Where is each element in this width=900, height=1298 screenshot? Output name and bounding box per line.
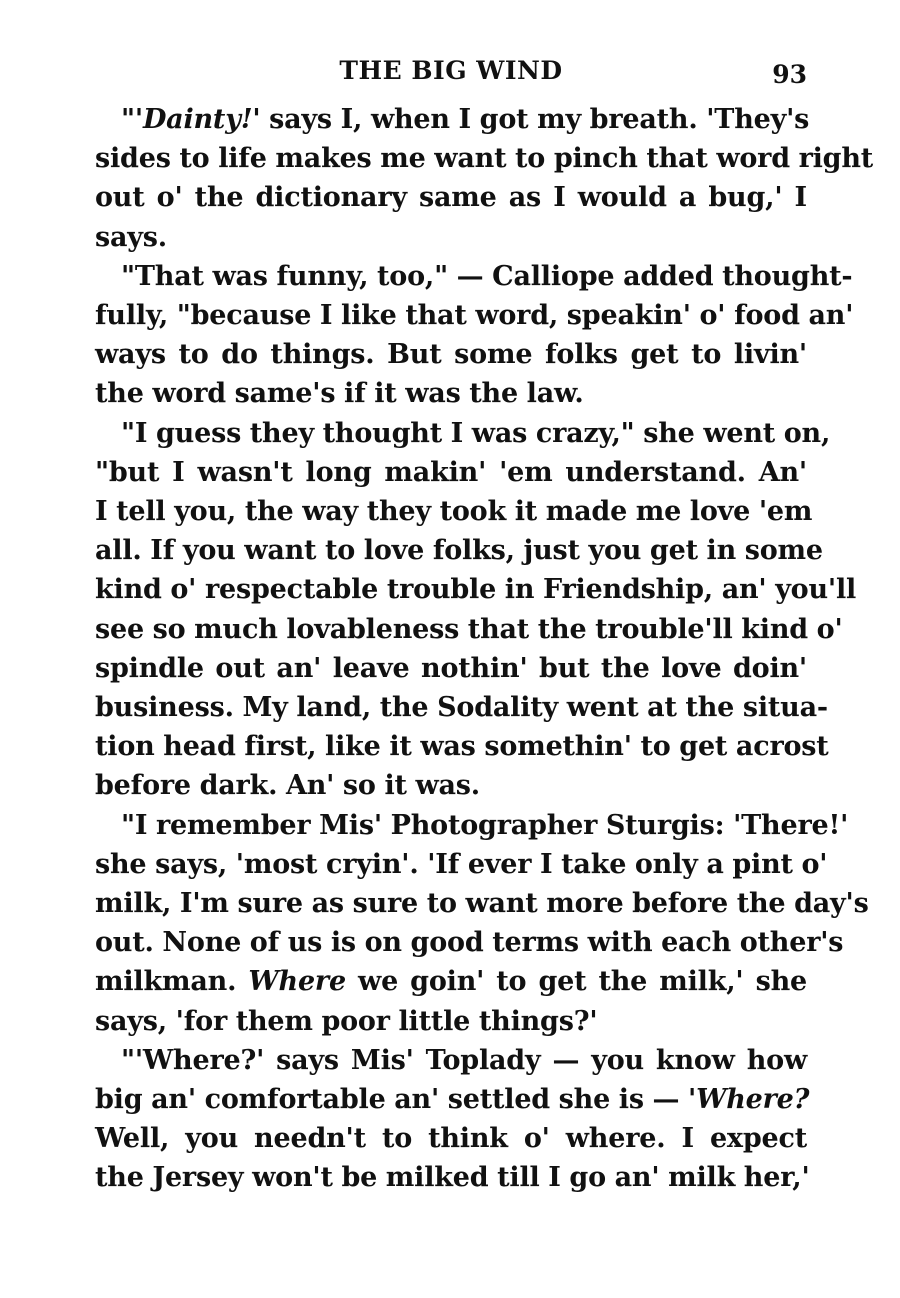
text-line: big an' comfortable an' settled she is — 'Where?: [95, 1084, 810, 1116]
text-line: "'Where?' says Mis' Toplady — you know how: [121, 1044, 807, 1076]
book-page: [95, 50, 874, 1198]
text-line: see so much lovableness that the trouble'll kind o': [95, 613, 843, 645]
text-line: milkman. Where we goin' to get the milk,' she: [95, 966, 808, 998]
text-line: "'Dainty!' says I, when I got my breath. 'They's: [121, 104, 810, 135]
running-head: [95, 50, 807, 100]
paragraph: [95, 806, 869, 1041]
running-title: THE BIG WIND: [339, 56, 563, 85]
text-line: before dark. An' so it was.: [95, 770, 481, 802]
text-line: out o' the dictionary same as I would a bug,' I: [95, 182, 807, 214]
text-line: says.: [95, 221, 167, 253]
paragraph: [95, 414, 857, 806]
text-line: tion head first, like it was somethin' to get acrost: [95, 731, 829, 763]
italic-text: Dainty!: [142, 104, 253, 135]
paragraph: [95, 1041, 810, 1198]
text-line: "That was funny, too," — Calliope added thought-: [121, 260, 853, 292]
text-line: the word same's if it was the law.: [95, 378, 584, 410]
page-number: 93: [772, 60, 807, 89]
text-line: all. If you want to love folks, just you get in some: [95, 535, 823, 567]
text-line: she says, 'most cryin'. 'If ever I take only a pint o': [95, 848, 828, 880]
text-line: ways to do things. But some folks get to livin': [95, 339, 807, 371]
text-line: says, 'for them poor little things?': [95, 1005, 598, 1037]
text-line: "but I wasn't long makin' 'em understand. An': [95, 456, 807, 488]
text-line: sides to life makes me want to pinch that word right: [95, 143, 874, 175]
text-line: business. My land, the Sodality went at the situa-: [95, 692, 828, 724]
italic-text: Where?: [696, 1084, 810, 1116]
text-line: milk, I'm sure as sure to want more before the day's: [95, 888, 869, 920]
text-line: kind o' respectable trouble in Friendship, an' you'll: [95, 574, 857, 606]
text-line: I tell you, the way they took it made me love 'em: [95, 496, 813, 528]
paragraph: [95, 100, 874, 257]
text-line: fully, "because I like that word, speakin' o' food an': [95, 300, 854, 332]
text-line: the Jersey won't be milked till I go an' milk her,': [95, 1162, 810, 1194]
italic-text: Where: [248, 966, 346, 998]
body-text: [95, 100, 874, 1198]
paragraph: [95, 257, 854, 414]
text-line: "I remember Mis' Photographer Sturgis: 'There!': [121, 809, 849, 841]
text-line: Well, you needn't to think o' where. I expect: [95, 1123, 807, 1155]
text-line: spindle out an' leave nothin' but the love doin': [95, 652, 807, 684]
text-line: out. None of us is on good terms with each other's: [95, 927, 844, 959]
text-line: "I guess they thought I was crazy," she went on,: [121, 417, 831, 449]
